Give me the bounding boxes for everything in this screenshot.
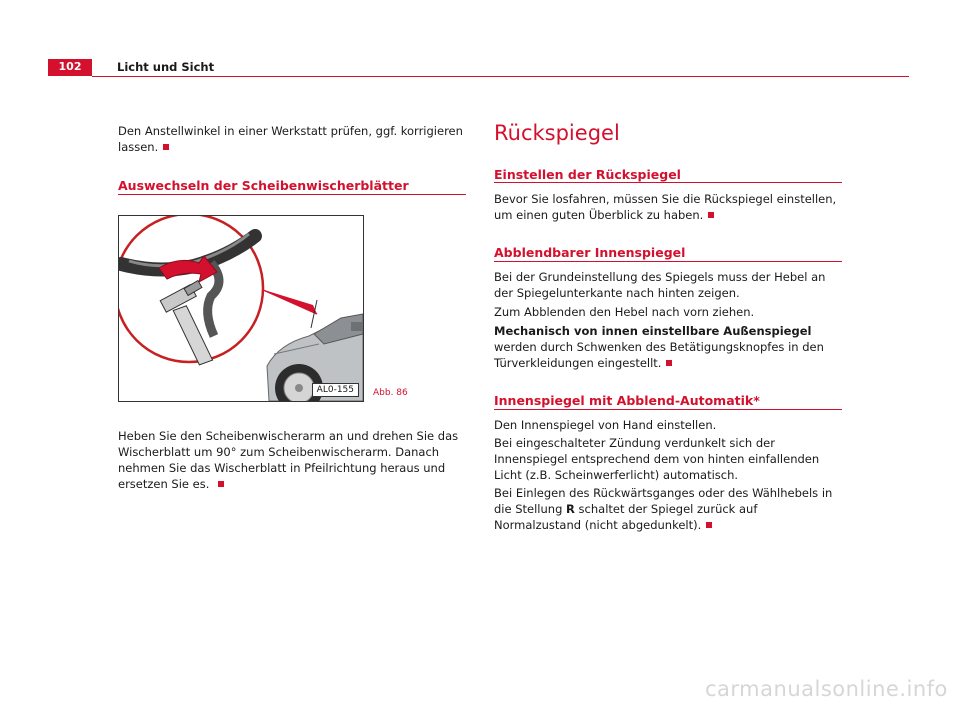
intro-paragraph: Den Anstellwinkel in einer Werkstatt prüfen, ggf. korrigieren lassen. xyxy=(118,124,463,154)
section-heading-einstellen: Einstellen der Rückspiegel xyxy=(494,167,681,182)
end-marker-icon xyxy=(666,360,672,366)
page-title: Rückspiegel xyxy=(494,121,620,145)
paragraph: Bei Einlegen des Rückwärtsganges oder des Wählhebels in die Stellung R schaltet der Spiegel zurück auf Normalzustand (nicht abgedunkelt). xyxy=(494,486,833,532)
bold-term: R xyxy=(566,502,575,516)
figure-caption: Abb. 86 xyxy=(373,388,408,398)
paragraph: Zum Abblenden den Hebel nach vorn ziehen. xyxy=(494,305,755,319)
heading-rule xyxy=(494,261,842,262)
header-rule xyxy=(92,76,909,77)
end-marker-icon xyxy=(706,522,712,528)
bold-term: Mechanisch von innen einstellbare Außenspiegel xyxy=(494,324,812,338)
wiper-figure xyxy=(118,215,364,402)
paragraph: Bevor Sie losfahren, müssen Sie die Rückspiegel einstellen, um einen guten Überblick zu haben. xyxy=(494,192,837,222)
left-section-heading: Auswechseln der Scheibenwischerblätter xyxy=(118,178,409,193)
paragraph: Mechanisch von innen einstellbare Außenspiegel werden durch Schwenken des Betätigungsknopfes in den Türverkleidungen eingestellt. xyxy=(494,324,824,370)
paragraph: Bei der Grundeinstellung des Spiegels muss der Hebel an der Spiegelunterkante nach hinten zeigen. xyxy=(494,270,826,300)
paragraph: Den Innenspiegel von Hand einstellen. xyxy=(494,418,717,432)
end-marker-icon xyxy=(218,481,224,487)
page-number: 102 xyxy=(58,60,82,73)
end-marker-icon xyxy=(163,144,169,150)
left-heading-rule xyxy=(118,194,466,195)
section-title: Licht und Sicht xyxy=(117,60,215,74)
end-marker-icon xyxy=(708,212,714,218)
heading-rule xyxy=(494,182,842,183)
heading-rule xyxy=(494,409,842,410)
wiper-illustration xyxy=(119,216,363,401)
watermark: carmanualsonline.info xyxy=(705,677,948,701)
section-heading-automatik: Innenspiegel mit Abblend-Automatik* xyxy=(494,393,760,408)
wiper-instructions: Heben Sie den Scheibenwischerarm an und drehen Sie das Wischerblatt um 90° zum Scheibenwischerarm. Danach nehmen Sie das Wischerblatt in Pfeilrichtung heraus und ersetzen Sie es. xyxy=(118,429,459,491)
section-heading-abblendbar: Abblendbarer Innenspiegel xyxy=(494,245,686,260)
figure-code: AL0-155 xyxy=(312,383,359,397)
paragraph: Bei eingeschalteter Zündung verdunkelt sich der Innenspiegel entsprechend dem von hinten einfallenden Licht (z.B. Scheinwerferlicht) automatisch. xyxy=(494,436,820,482)
